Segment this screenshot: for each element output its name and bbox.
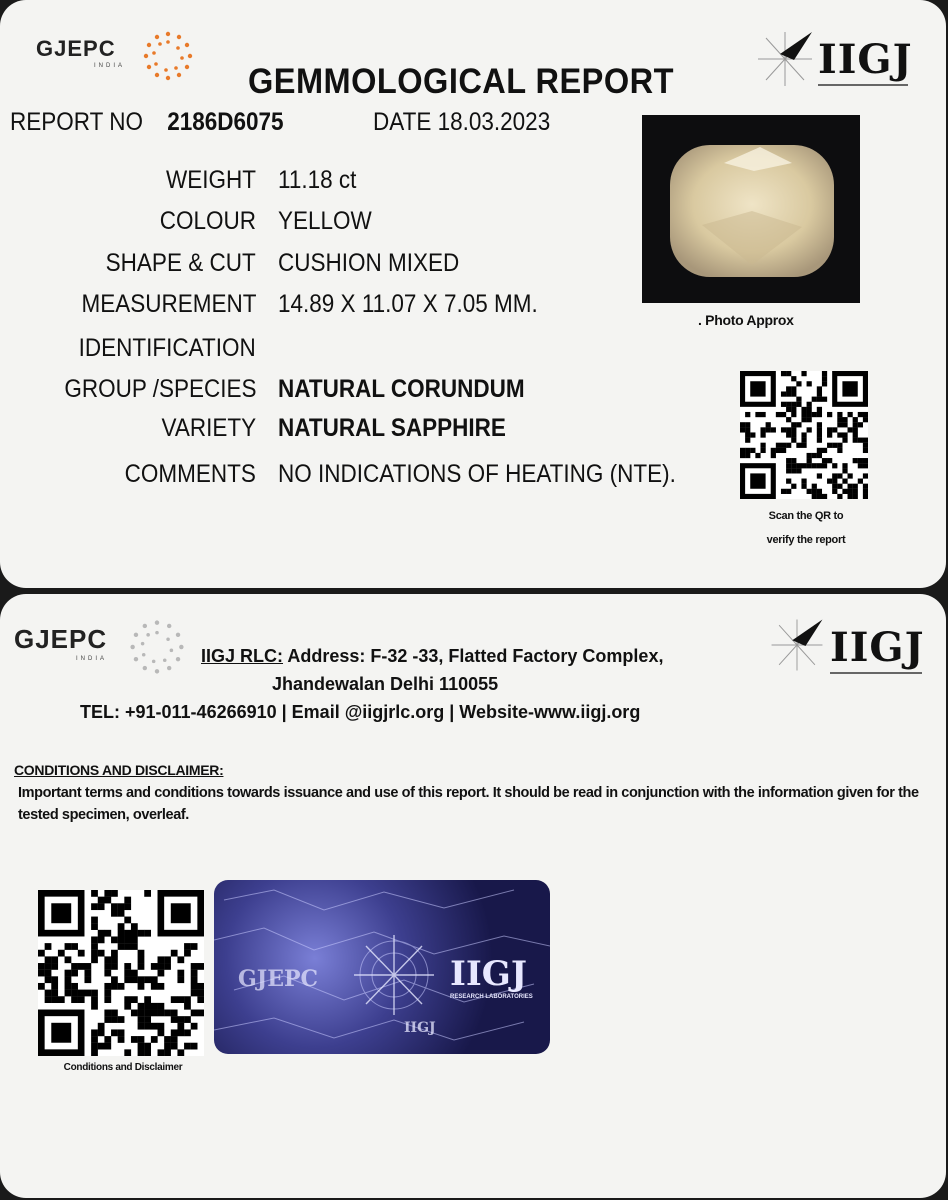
field-value: CUSHION MIXED	[278, 249, 460, 277]
gjepc-logo-text: GJEPC	[14, 624, 108, 654]
iigj-sunburst-icon	[750, 24, 820, 94]
hologram-gjepc-text: GJEPC	[238, 966, 319, 992]
photo-caption: . Photo Approx	[698, 312, 794, 328]
qr-caption	[740, 504, 872, 552]
field-label: WEIGHT	[166, 166, 256, 194]
report-number	[10, 108, 284, 137]
gjepc-logo-sub: INDIA	[76, 656, 108, 662]
gjepc-sunburst-icon	[126, 616, 188, 678]
conditions-heading: CONDITIONS AND DISCLAIMER:	[14, 762, 224, 778]
address-line-2: Jhandewalan Delhi 110055	[272, 674, 499, 694]
hologram-seal	[214, 880, 550, 1054]
field-value: NATURAL CORUNDUM	[278, 375, 525, 403]
gjepc-logo-sub: INDIA	[94, 63, 126, 69]
field-label: SHAPE & CUT	[105, 249, 256, 277]
hologram-sub-text: RESEARCH LABORATORIES	[450, 994, 533, 1000]
field-label: COLOUR	[159, 207, 256, 235]
qr-caption-line-1: Scan the QR to	[768, 510, 844, 522]
field-value: YELLOW	[278, 207, 372, 235]
contact-line: TEL: +91-011-46266910 | Email @iigjrlc.org | Website-www.iigj.org	[80, 702, 641, 722]
iigj-logo	[750, 24, 920, 94]
field-value: 11.18 ct	[278, 166, 357, 194]
gjepc-logo	[36, 36, 126, 69]
iigj-logo-text: IIGJ	[830, 624, 925, 671]
report-date	[373, 108, 550, 137]
report-front-card	[0, 0, 946, 588]
gjepc-logo-back	[14, 624, 108, 662]
address-text: Address: F-32 -33, Flatted Factory Complex,	[287, 646, 664, 666]
address-line-1	[201, 646, 663, 667]
gemstone-image	[642, 115, 860, 303]
report-number-label: REPORT NO	[10, 108, 143, 136]
conditions-text: Important terms and conditions towards issuance and use of this report. It should be read in conjunction with the information given for the tested specimen, overleaf.	[18, 785, 919, 823]
field-label: GROUP /SPECIES	[63, 375, 256, 403]
iigj-logo-underline	[830, 672, 922, 674]
conditions-qr-code[interactable]	[38, 890, 204, 1056]
field-label: MEASUREMENT	[80, 290, 256, 318]
gemstone-photo	[642, 115, 860, 303]
iigj-logo-back	[764, 612, 934, 682]
verify-qr-code[interactable]	[740, 371, 868, 499]
report-back-card	[0, 594, 946, 1198]
qr-code-icon	[740, 371, 868, 499]
address-label: IIGJ RLC:	[201, 646, 284, 666]
iigj-logo-underline	[818, 84, 908, 86]
field-value: NATURAL SAPPHIRE	[278, 414, 506, 442]
qr-code-icon	[38, 890, 204, 1056]
hologram-iigj-text: IIGJ	[450, 954, 527, 994]
field-label: COMMENTS	[124, 460, 256, 488]
field-label: VARIETY	[161, 414, 256, 442]
field-value: NO INDICATIONS OF HEATING (NTE).	[278, 460, 676, 488]
field-value: 14.89 X 11.07 X 7.05 MM.	[278, 290, 538, 318]
report-number-value: 2186D6075	[167, 108, 284, 136]
qr-caption-line-2: verify the report	[766, 534, 846, 546]
hologram-bottom-text: IIGJ	[404, 1020, 436, 1036]
report-date-label: DATE	[373, 108, 432, 136]
gjepc-sunburst-icon	[140, 28, 196, 84]
conditions-qr-caption: Conditions and Disclaimer	[63, 1062, 183, 1073]
report-date-value: 18.03.2023	[437, 108, 551, 136]
report-title: GEMMOLOGICAL REPORT	[248, 62, 674, 101]
gjepc-logo-text: GJEPC	[36, 36, 116, 61]
iigj-sunburst-icon	[764, 612, 830, 678]
iigj-logo-text: IIGJ	[818, 36, 913, 83]
field-label: IDENTIFICATION	[78, 334, 256, 362]
